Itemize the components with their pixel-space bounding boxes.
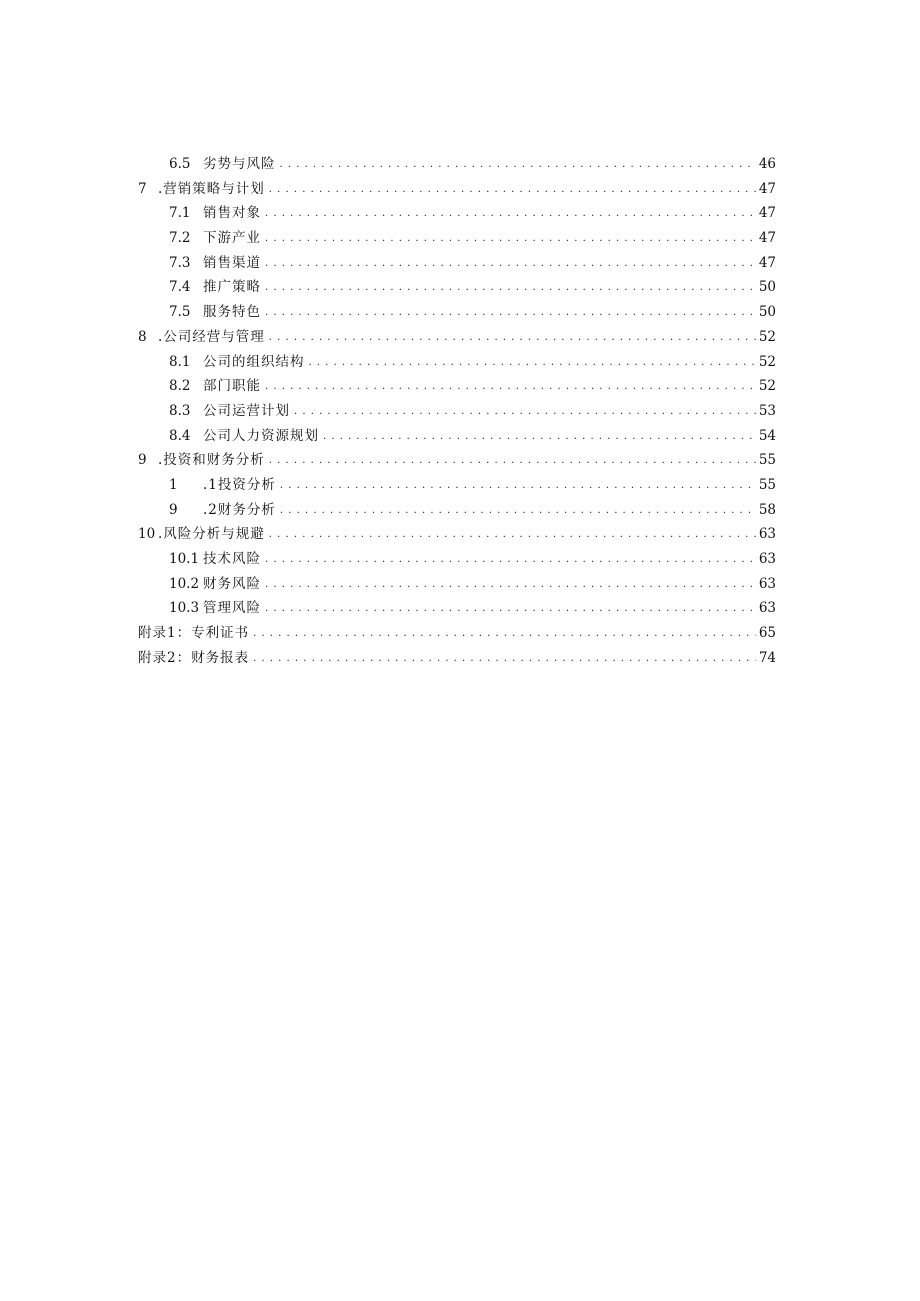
toc-entry-number: 10.3: [169, 600, 200, 617]
toc-leader-dots: [269, 180, 756, 196]
toc-entry-page: 50: [758, 304, 776, 321]
toc-leader-dots: [269, 328, 756, 344]
toc-entry-title: 技术风险: [203, 551, 261, 567]
toc-entry-page: 47: [758, 180, 776, 197]
toc-entry-title: .营销策略与计划: [158, 180, 265, 197]
toc-entry-title: 公司人力资源规划: [203, 427, 319, 444]
toc-entry[interactable]: [138, 498, 776, 523]
toc-entry[interactable]: [138, 325, 776, 350]
toc-entry-title: .风险分析与规避: [158, 526, 265, 543]
toc-entry-title: 服务特色: [203, 304, 261, 321]
toc-entry-page: 63: [758, 551, 776, 567]
toc-leader-dots: [280, 501, 756, 517]
toc-entry-page: 47: [758, 254, 776, 271]
toc-entry-number: 10.2: [169, 575, 200, 592]
toc-entry-title: 附录1：专利证书: [138, 625, 250, 642]
toc-entry-page: 63: [758, 575, 776, 592]
toc-leader-dots: [269, 451, 756, 467]
toc-leader-dots: [253, 649, 756, 665]
toc-entry[interactable]: [138, 596, 776, 621]
toc-leader-dots: [265, 575, 756, 591]
toc-entry-page: 53: [758, 402, 776, 419]
toc-entry-number: 9: [138, 452, 147, 469]
toc-entry-page: 63: [758, 600, 776, 617]
toc-leader-dots: [265, 229, 756, 245]
toc-entry-title: 附录2：财务报表: [138, 649, 250, 666]
toc-entry-title: .2财务分析: [203, 501, 276, 518]
toc-entry[interactable]: [138, 399, 776, 424]
toc-entry[interactable]: [138, 473, 776, 498]
toc-entry-page: 52: [758, 328, 776, 345]
toc-leader-dots: [323, 427, 756, 443]
toc-leader-dots: [265, 278, 756, 294]
toc-entry-title: 销售对象: [203, 205, 261, 222]
toc-entry-title: 公司的组织结构: [203, 353, 305, 370]
toc-entry[interactable]: [138, 547, 776, 572]
toc-entry[interactable]: [138, 300, 776, 325]
toc-entry-title: 部门职能: [203, 378, 261, 395]
toc-entry-page: 52: [758, 353, 776, 370]
toc-leader-dots: [309, 353, 757, 369]
toc-entry[interactable]: [138, 201, 776, 226]
toc-entry[interactable]: [138, 448, 776, 473]
toc-entry-number: 1: [169, 476, 178, 493]
toc-entry-page: 50: [758, 279, 776, 296]
toc-entry-page: 74: [758, 649, 776, 666]
toc-entry-page: 47: [758, 205, 776, 222]
toc-entry-number: 8: [138, 328, 147, 345]
toc-entry-page: 65: [758, 625, 776, 642]
toc-entry-title: .公司经营与管理: [158, 328, 265, 345]
toc-leader-dots: [265, 254, 756, 270]
toc-entry-number: 10: [138, 526, 156, 543]
toc-entry-number: 8.2: [169, 378, 191, 395]
toc-leader-dots: [265, 550, 756, 566]
toc-entry-page: 58: [758, 501, 776, 518]
toc-entry-title: 劣势与风险: [203, 156, 276, 172]
toc-entry-number: 7.4: [169, 279, 191, 296]
toc-entry[interactable]: [138, 424, 776, 449]
toc-entry-number: 7: [138, 180, 147, 197]
toc-entry-number: 8.4: [169, 427, 191, 444]
toc-leader-dots: [265, 303, 756, 319]
toc-entry-page: 46: [758, 156, 776, 172]
toc-entry-number: 6.5: [169, 156, 191, 172]
toc-entry-title: .投资和财务分析: [158, 452, 265, 469]
toc-entry-page: 55: [758, 452, 776, 469]
toc-entry-title: .1投资分析: [203, 476, 276, 493]
toc-entry-number: 7.5: [169, 304, 191, 321]
toc-entry-title: 财务风险: [203, 575, 261, 592]
toc-leader-dots: [280, 155, 757, 171]
toc-leader-dots: [265, 599, 756, 615]
toc-entry-title: 销售渠道: [203, 254, 261, 271]
toc-entry[interactable]: [138, 226, 776, 251]
toc-entry[interactable]: [138, 522, 776, 547]
toc-entry[interactable]: [138, 646, 776, 671]
toc-entry-title: 推广策略: [203, 279, 261, 296]
toc-entry-number: 9: [169, 501, 178, 518]
toc-leader-dots: [280, 476, 756, 492]
toc-entry-page: 63: [758, 526, 776, 543]
toc-leader-dots: [294, 402, 756, 418]
toc-entry-title: 公司运营计划: [203, 402, 290, 419]
toc-entry[interactable]: [138, 152, 776, 177]
toc-entry[interactable]: [138, 251, 776, 276]
toc-entry[interactable]: [138, 374, 776, 399]
toc-entry-number: 7.2: [169, 230, 191, 247]
toc-leader-dots: [265, 377, 756, 393]
toc-entry-page: 54: [758, 427, 776, 444]
toc-entry-number: 8.1: [169, 353, 191, 370]
toc-entry[interactable]: [138, 275, 776, 300]
toc-entry[interactable]: [138, 621, 776, 646]
toc-entry-number: 8.3: [169, 402, 191, 419]
toc-entry-page: 52: [758, 378, 776, 395]
toc-entry-number: 7.3: [169, 254, 191, 271]
toc-entry-number: 7.1: [169, 205, 191, 222]
toc-entry[interactable]: [138, 572, 776, 597]
toc-leader-dots: [253, 624, 756, 640]
toc-entry[interactable]: [138, 177, 776, 202]
toc-entry-title: 管理风险: [203, 600, 261, 617]
table-of-contents: [138, 152, 776, 670]
toc-entry-number: 10.1: [169, 551, 200, 567]
toc-entry[interactable]: [138, 350, 776, 375]
toc-entry-title: 下游产业: [203, 230, 261, 247]
toc-entry-page: 55: [758, 476, 776, 493]
toc-leader-dots: [269, 525, 756, 541]
toc-leader-dots: [265, 204, 756, 220]
toc-entry-page: 47: [758, 230, 776, 247]
